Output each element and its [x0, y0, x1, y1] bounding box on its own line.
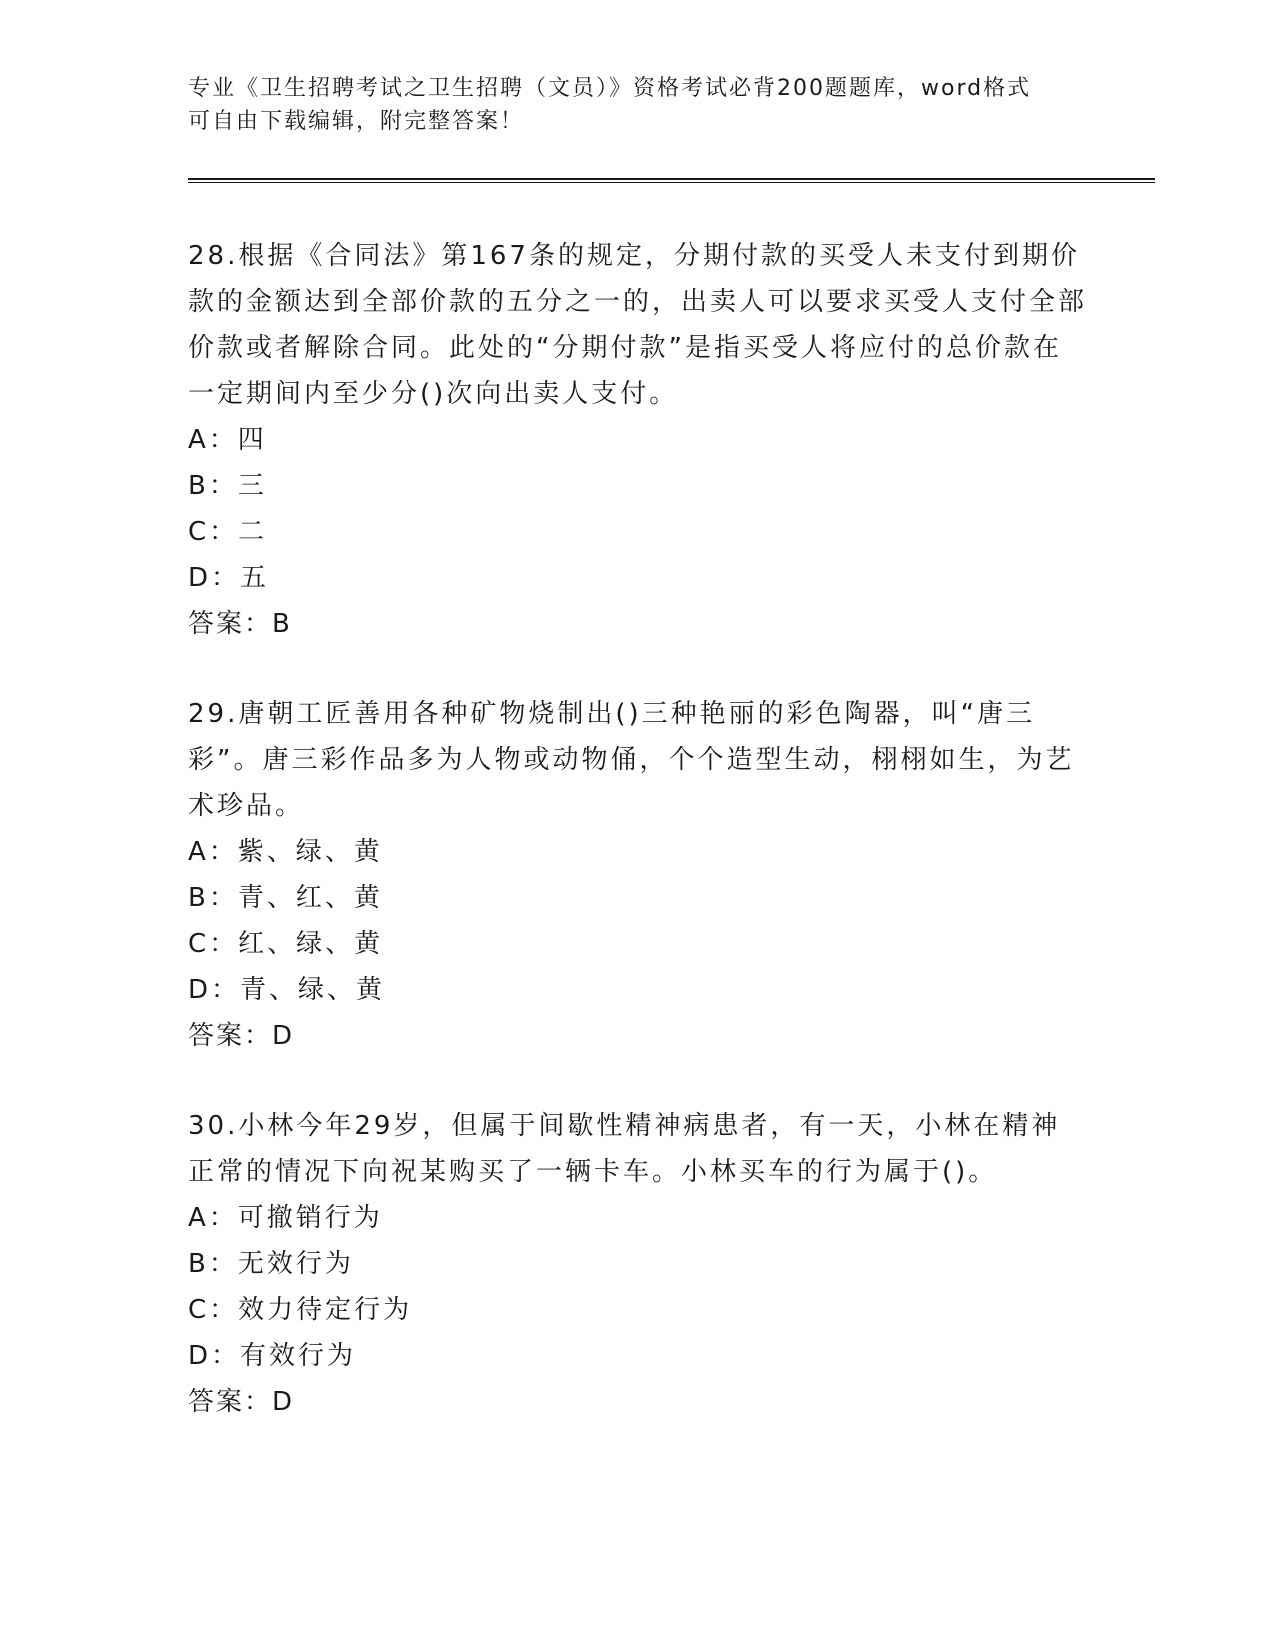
- header-line-2: 可自由下载编辑，附完整答案！: [188, 109, 525, 134]
- header-divider: [188, 178, 1155, 183]
- option-b: B：三: [188, 471, 267, 501]
- answer: 答案：D: [188, 1021, 295, 1051]
- option-b: B：青、红、黄: [188, 883, 383, 913]
- question-stem: 30.小林今年29岁，但属于间歇性精神病患者，有一天，小林在精神正常的情况下向祝某购买了一辆卡车。小林买车的行为属于()。: [188, 1111, 1061, 1187]
- question-list: [188, 233, 1088, 1469]
- answer: 答案：B: [188, 609, 292, 639]
- option-c: C：红、绿、黄: [188, 929, 384, 959]
- option-a: A：紫、绿、黄: [188, 837, 383, 867]
- header-line-1: 专业《卫生招聘考试之卫生招聘（文员）》资格考试必背200题题库，word格式: [188, 76, 1032, 101]
- question-stem: 28.根据《合同法》第167条的规定，分期付款的买受人未支付到期价款的金额达到全部价款的五分之一的，出卖人可以要求买受人支付全部价款或者解除合同。此处的“分期付款”是指买受人将应付的总价款在一定期间内至少分()次向出卖人支付。: [188, 241, 1088, 409]
- option-d: D：五: [188, 563, 270, 593]
- answer: 答案：D: [188, 1387, 295, 1417]
- option-d: D：青、绿、黄: [188, 975, 386, 1005]
- document-header: [188, 72, 1078, 138]
- question-28: [188, 233, 1088, 647]
- question-29: [188, 691, 1088, 1059]
- option-c: C：二: [188, 517, 268, 547]
- question-stem: 29.唐朝工匠善用各种矿物烧制出()三种艳丽的彩色陶器，叫“唐三彩”。唐三彩作品多为人物或动物俑，个个造型生动，栩栩如生，为艺术珍品。: [188, 699, 1075, 821]
- option-d: D：有效行为: [188, 1341, 357, 1371]
- option-c: C：效力待定行为: [188, 1295, 413, 1325]
- option-a: A：四: [188, 425, 267, 455]
- option-b: B：无效行为: [188, 1249, 354, 1279]
- option-a: A：可撤销行为: [188, 1203, 383, 1233]
- question-30: [188, 1103, 1088, 1425]
